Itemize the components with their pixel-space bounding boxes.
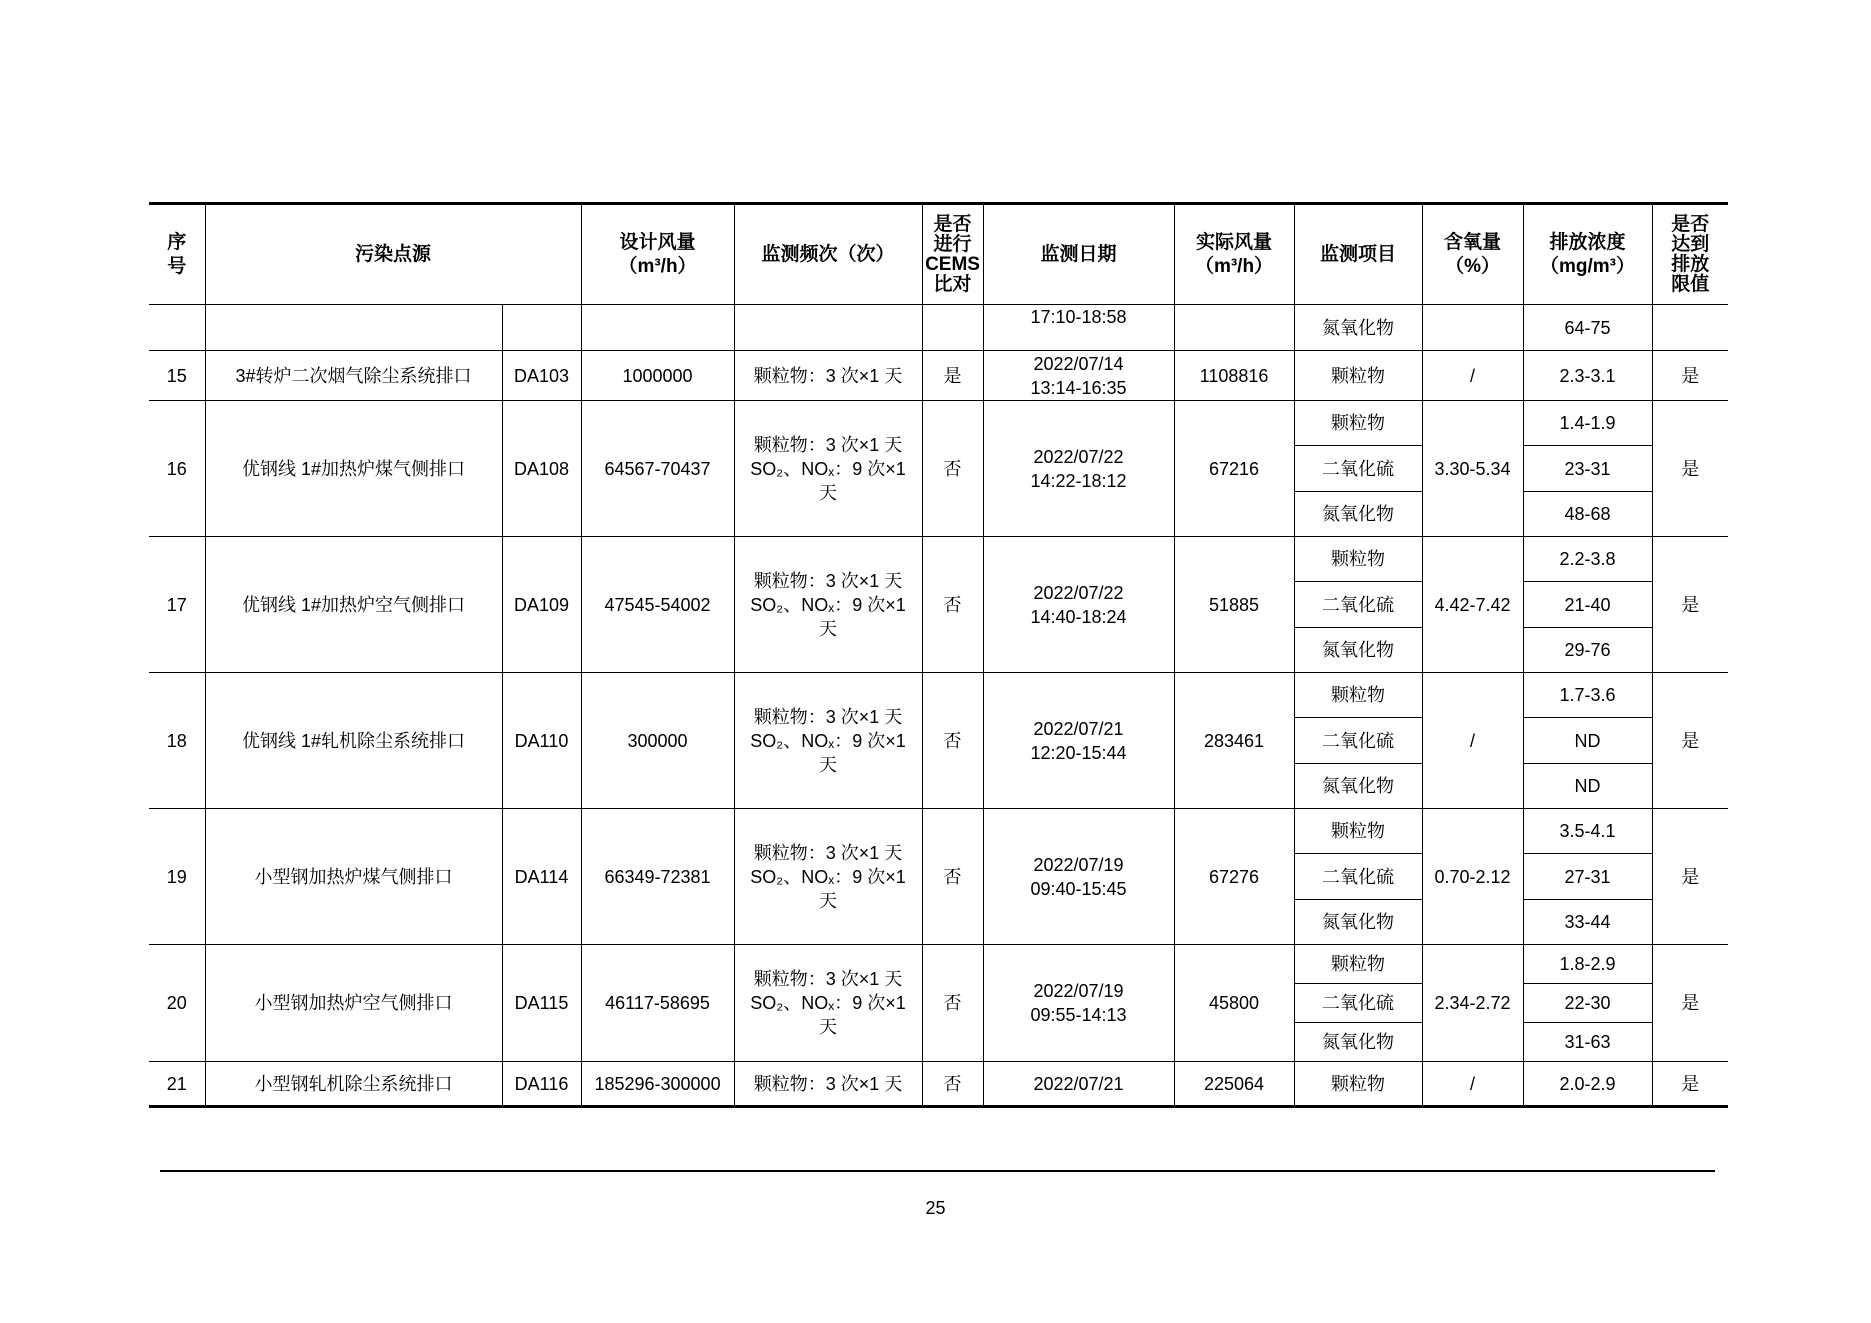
compliant-cell: 是: [1652, 1062, 1728, 1107]
frequency-cell: 颗粒物：3 次×1 天 SO₂、NOₓ：9 次×1 天: [734, 945, 922, 1062]
oxygen-cell: 0.70-2.12: [1422, 809, 1523, 945]
table-row: [149, 537, 1728, 582]
actual-flow-cell: 1108816: [1174, 351, 1294, 401]
conc-cell: 23-31: [1523, 446, 1652, 492]
conc-cell: 1.4-1.9: [1523, 401, 1652, 446]
actual-flow-cell: 45800: [1174, 945, 1294, 1062]
frequency-cell: 颗粒物：3 次×1 天 SO₂、NOₓ：9 次×1 天: [734, 401, 922, 537]
actual-flow-cell: 51885: [1174, 537, 1294, 673]
table-cell: [1422, 305, 1523, 351]
date-cell: 2022/07/19 09:55-14:13: [983, 945, 1174, 1062]
table-row: [149, 401, 1728, 446]
table-cell: [734, 305, 922, 351]
item-cell: 颗粒物: [1294, 673, 1422, 718]
table-cell: [149, 305, 205, 351]
source-name-cell: 小型钢轧机除尘系统排口: [205, 1062, 502, 1107]
source-name-cell: 优钢线 1#加热炉空气侧排口: [205, 537, 502, 673]
frequency-cell: 颗粒物：3 次×1 天 SO₂、NOₓ：9 次×1 天: [734, 537, 922, 673]
page-number: 25: [925, 1198, 946, 1218]
conc-cell: 31-63: [1523, 1023, 1652, 1062]
date-cell: 2022/07/14 13:14-16:35: [983, 351, 1174, 401]
table-row: [149, 1062, 1728, 1107]
source-name-cell: 小型钢加热炉空气侧排口: [205, 945, 502, 1062]
design-flow-cell: 47545-54002: [581, 537, 734, 673]
item-cell: 颗粒物: [1294, 809, 1422, 854]
item-cell: 氮氧化物: [1294, 1023, 1422, 1062]
compliant-cell: 是: [1652, 351, 1728, 401]
date-cell: 17:10-18:58: [983, 305, 1174, 351]
table-cell: [1174, 305, 1294, 351]
item-cell: 颗粒物: [1294, 945, 1422, 984]
design-flow-cell: 300000: [581, 673, 734, 809]
source-code-cell: DA110: [502, 673, 581, 809]
frequency-cell: 颗粒物：3 次×1 天: [734, 351, 922, 401]
footer-divider: [160, 1170, 1715, 1172]
conc-cell: 1.8-2.9: [1523, 945, 1652, 984]
continuation-row: [149, 305, 1728, 351]
item-cell: 颗粒物: [1294, 351, 1422, 401]
table-row: [149, 945, 1728, 984]
source-code-cell: DA115: [502, 945, 581, 1062]
oxygen-cell: 2.34-2.72: [1422, 945, 1523, 1062]
item-cell: 氮氧化物: [1294, 628, 1422, 673]
item-cell: 二氧化硫: [1294, 446, 1422, 492]
cems-cell: 否: [922, 809, 983, 945]
oxygen-cell: /: [1422, 673, 1523, 809]
header-cems: 是否 进行 CEMS 比对: [922, 204, 983, 305]
conc-cell: 21-40: [1523, 582, 1652, 628]
emissions-table: [149, 202, 1728, 1108]
conc-cell: 1.7-3.6: [1523, 673, 1652, 718]
compliant-cell: 是: [1652, 673, 1728, 809]
source-name-cell: 优钢线 1#轧机除尘系统排口: [205, 673, 502, 809]
cems-cell: 否: [922, 401, 983, 537]
conc-cell: 22-30: [1523, 984, 1652, 1023]
cems-cell: 是: [922, 351, 983, 401]
frequency-cell: 颗粒物：3 次×1 天 SO₂、NOₓ：9 次×1 天: [734, 809, 922, 945]
header-design-flow: 设计风量 （m³/h）: [581, 204, 734, 305]
table-cell: [502, 305, 581, 351]
compliant-cell: 是: [1652, 945, 1728, 1062]
item-cell: 二氧化硫: [1294, 582, 1422, 628]
item-cell: 二氧化硫: [1294, 718, 1422, 764]
source-code-cell: DA114: [502, 809, 581, 945]
conc-cell: ND: [1523, 764, 1652, 809]
conc-cell: 64-75: [1523, 305, 1652, 351]
conc-cell: 3.5-4.1: [1523, 809, 1652, 854]
conc-cell: ND: [1523, 718, 1652, 764]
compliant-cell: 是: [1652, 537, 1728, 673]
actual-flow-cell: 225064: [1174, 1062, 1294, 1107]
conc-cell: 33-44: [1523, 900, 1652, 945]
item-cell: 氮氧化物: [1294, 764, 1422, 809]
conc-cell: 2.3-3.1: [1523, 351, 1652, 401]
design-flow-cell: 64567-70437: [581, 401, 734, 537]
conc-cell: 29-76: [1523, 628, 1652, 673]
source-code-cell: DA109: [502, 537, 581, 673]
header-actual-flow: 实际风量 （m³/h）: [1174, 204, 1294, 305]
date-cell: 2022/07/21 12:20-15:44: [983, 673, 1174, 809]
header-compliant: 是否 达到 排放 限值: [1652, 204, 1728, 305]
source-name-cell: 3#转炉二次烟气除尘系统排口: [205, 351, 502, 401]
table-cell: [205, 305, 502, 351]
item-cell: 颗粒物: [1294, 401, 1422, 446]
header-oxygen: 含氧量 （%）: [1422, 204, 1523, 305]
cems-cell: 否: [922, 673, 983, 809]
header-seq: 序 号: [149, 204, 205, 305]
conc-cell: 2.2-3.8: [1523, 537, 1652, 582]
header-source: 污染点源: [205, 204, 581, 305]
design-flow-cell: 1000000: [581, 351, 734, 401]
conc-cell: 2.0-2.9: [1523, 1062, 1652, 1107]
table-row: [149, 809, 1728, 854]
source-name-cell: 小型钢加热炉煤气侧排口: [205, 809, 502, 945]
item-cell: 氮氧化物: [1294, 492, 1422, 537]
header-concentration: 排放浓度 （mg/m³）: [1523, 204, 1652, 305]
design-flow-cell: 185296-300000: [581, 1062, 734, 1107]
item-cell: 颗粒物: [1294, 1062, 1422, 1107]
source-code-cell: DA108: [502, 401, 581, 537]
cems-cell: 否: [922, 1062, 983, 1107]
frequency-cell: 颗粒物：3 次×1 天: [734, 1062, 922, 1107]
oxygen-cell: /: [1422, 351, 1523, 401]
compliant-cell: 是: [1652, 401, 1728, 537]
table-cell: [922, 305, 983, 351]
actual-flow-cell: 67216: [1174, 401, 1294, 537]
date-cell: 2022/07/19 09:40-15:45: [983, 809, 1174, 945]
header-item: 监测项目: [1294, 204, 1422, 305]
seq-cell: 20: [149, 945, 205, 1062]
table-row: [149, 351, 1728, 401]
seq-cell: 21: [149, 1062, 205, 1107]
source-name-cell: 优钢线 1#加热炉煤气侧排口: [205, 401, 502, 537]
frequency-cell: 颗粒物：3 次×1 天 SO₂、NOₓ：9 次×1 天: [734, 673, 922, 809]
actual-flow-cell: 283461: [1174, 673, 1294, 809]
date-cell: 2022/07/21: [983, 1062, 1174, 1107]
table-cell: [1652, 305, 1728, 351]
item-cell: 颗粒物: [1294, 537, 1422, 582]
seq-cell: 19: [149, 809, 205, 945]
source-code-cell: DA103: [502, 351, 581, 401]
item-cell: 氮氧化物: [1294, 900, 1422, 945]
source-code-cell: DA116: [502, 1062, 581, 1107]
header-date: 监测日期: [983, 204, 1174, 305]
header-frequency: 监测频次（次）: [734, 204, 922, 305]
date-cell: 2022/07/22 14:22-18:12: [983, 401, 1174, 537]
conc-cell: 48-68: [1523, 492, 1652, 537]
seq-cell: 17: [149, 537, 205, 673]
seq-cell: 15: [149, 351, 205, 401]
conc-cell: 27-31: [1523, 854, 1652, 900]
date-cell: 2022/07/22 14:40-18:24: [983, 537, 1174, 673]
oxygen-cell: 3.30-5.34: [1422, 401, 1523, 537]
cems-cell: 否: [922, 945, 983, 1062]
table-cell: [581, 305, 734, 351]
item-cell: 氮氧化物: [1294, 305, 1422, 351]
table-row: [149, 673, 1728, 718]
seq-cell: 16: [149, 401, 205, 537]
item-cell: 二氧化硫: [1294, 854, 1422, 900]
seq-cell: 18: [149, 673, 205, 809]
oxygen-cell: 4.42-7.42: [1422, 537, 1523, 673]
design-flow-cell: 46117-58695: [581, 945, 734, 1062]
cems-cell: 否: [922, 537, 983, 673]
compliant-cell: 是: [1652, 809, 1728, 945]
oxygen-cell: /: [1422, 1062, 1523, 1107]
actual-flow-cell: 67276: [1174, 809, 1294, 945]
item-cell: 二氧化硫: [1294, 984, 1422, 1023]
header-row: [149, 204, 1728, 305]
design-flow-cell: 66349-72381: [581, 809, 734, 945]
